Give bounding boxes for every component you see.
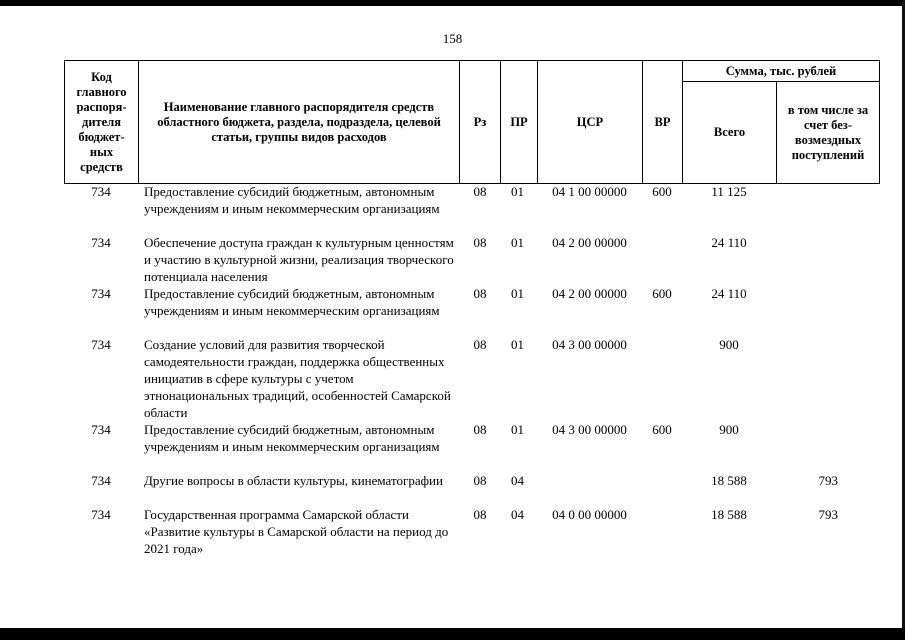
row-total: 11 125 <box>711 184 747 199</box>
page-number: 158 <box>442 31 463 46</box>
row-rz: 08 <box>473 235 487 250</box>
row-csr: 04 3 00 00000 <box>552 337 627 352</box>
row-name: Другие вопросы в области культуры, кинематографии <box>144 473 443 488</box>
row-code: 734 <box>91 337 111 352</box>
row-code: 734 <box>91 235 111 250</box>
row-csr: 04 3 00 00000 <box>552 422 627 437</box>
bottom-border-bar <box>0 628 905 640</box>
row-total: 24 110 <box>711 286 747 301</box>
row-free: 793 <box>818 473 838 488</box>
row-name: Обеспечение доступа граждан к культурным ценностям и участию в культурной жизни, реализация творческого потенциала населения <box>144 235 454 284</box>
row-pr: 01 <box>511 422 524 437</box>
row-name: Предоставление субсидий бюджетным, автономным учреждениям и иным некоммерческим организациям <box>144 286 440 318</box>
top-border-bar <box>0 0 905 6</box>
row-total: 900 <box>719 337 739 352</box>
header-pr: ПР <box>500 60 538 184</box>
row-pr: 01 <box>511 286 524 301</box>
row-pr: 04 <box>511 507 524 522</box>
row-pr: 01 <box>511 235 524 250</box>
row-code: 734 <box>91 286 111 301</box>
row-csr: 04 2 00 00000 <box>552 235 627 250</box>
row-rz: 08 <box>473 337 487 352</box>
row-code: 734 <box>91 422 111 437</box>
row-code: 734 <box>91 473 111 488</box>
row-vr: 600 <box>652 184 672 199</box>
row-name: Предоставление субсидий бюджетным, автономным учреждениям и иным некоммерческим организациям <box>144 422 440 454</box>
row-rz: 08 <box>473 184 487 199</box>
row-total: 18 588 <box>711 507 747 522</box>
row-name: Государственная программа Самарской области «Развитие культуры в Самарской области на период до 2021 года» <box>144 507 449 556</box>
row-name: Предоставление субсидий бюджетным, автономным учреждениям и иным некоммерческим организациям <box>144 184 440 216</box>
header-csr: ЦСР <box>537 60 643 184</box>
header-total: Всего <box>682 81 777 184</box>
header-sum: Сумма, тыс. рублей <box>682 60 880 82</box>
row-free: 793 <box>818 507 838 522</box>
row-rz: 08 <box>473 507 487 522</box>
row-rz: 08 <box>473 473 487 488</box>
row-total: 900 <box>719 422 739 437</box>
header-rz: Рз <box>459 60 501 184</box>
row-name: Создание условий для развития творческой самодеятельности граждан, поддержка общественных инициатив в сфере культуры с учетом этнонациональных традиций, особенностей Самарской области <box>144 337 451 420</box>
row-vr: 600 <box>652 422 672 437</box>
row-rz: 08 <box>473 422 487 437</box>
row-csr: 04 1 00 00000 <box>552 184 627 199</box>
header-vr: ВР <box>642 60 683 184</box>
row-code: 734 <box>91 507 111 522</box>
row-pr: 04 <box>511 473 524 488</box>
row-total: 24 110 <box>711 235 747 250</box>
row-pr: 01 <box>511 184 524 199</box>
header-incl-free: в том числе за счет без-возмездных поступлений <box>776 81 880 184</box>
row-csr: 04 0 00 00000 <box>552 507 627 522</box>
row-code: 734 <box>91 184 111 199</box>
row-total: 18 588 <box>711 473 747 488</box>
row-pr: 01 <box>511 337 524 352</box>
table-header <box>64 60 880 184</box>
row-vr: 600 <box>652 286 672 301</box>
header-name: Наименование главного распорядителя средств областного бюджета, раздела, подраздела, целевой статьи, группы видов расходов <box>138 60 460 184</box>
header-code: Код главного распоря-дителя бюджет-ных средств <box>64 60 139 184</box>
row-rz: 08 <box>473 286 487 301</box>
row-csr: 04 2 00 00000 <box>552 286 627 301</box>
